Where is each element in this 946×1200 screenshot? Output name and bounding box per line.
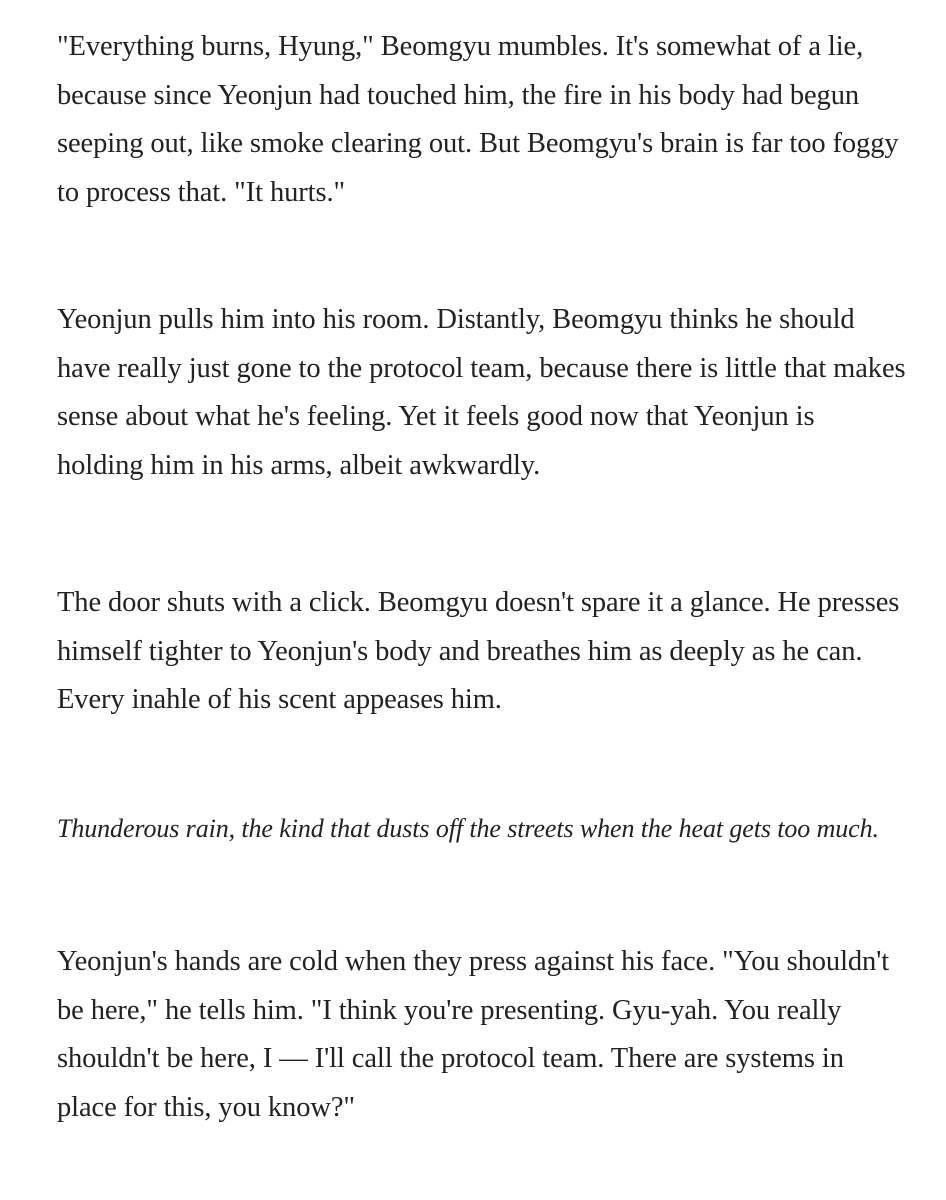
paragraph-2: Yeonjun pulls him into his room. Distantly, Beomgyu thinks he should have really just gone to the protocol team, because there is little that makes sense about what he's feeling. Yet it feels good now that Yeonjun is holding him in his arms, albeit awkwardly. [57,304,906,481]
paragraph-1: "Everything burns, Hyung," Beomgyu mumbles. It's somewhat of a lie, because since Yeonjun had touched him, the fire in his body had begun seeping out, like smoke clearing out. But Beomgyu's brain is far too foggy to process that. "It hurts." [57,31,899,208]
paragraph-5: Yeonjun's hands are cold when they press against his face. "You shouldn't be here," he tells him. "I think you're presenting. Gyu-yah. You really shouldn't be here, I — I'll call the protocol team. There are systems in place for this, you know?" [57,946,890,1123]
paragraph-4-italic: Thunderous rain, the kind that dusts off the streets when the heat gets too much. [57,814,879,843]
paragraph-3: The door shuts with a click. Beomgyu doesn't spare it a glance. He presses himself tighter to Yeonjun's body and breathes him as deeply as he can. Every inahle of his scent appeases him. [57,587,900,715]
